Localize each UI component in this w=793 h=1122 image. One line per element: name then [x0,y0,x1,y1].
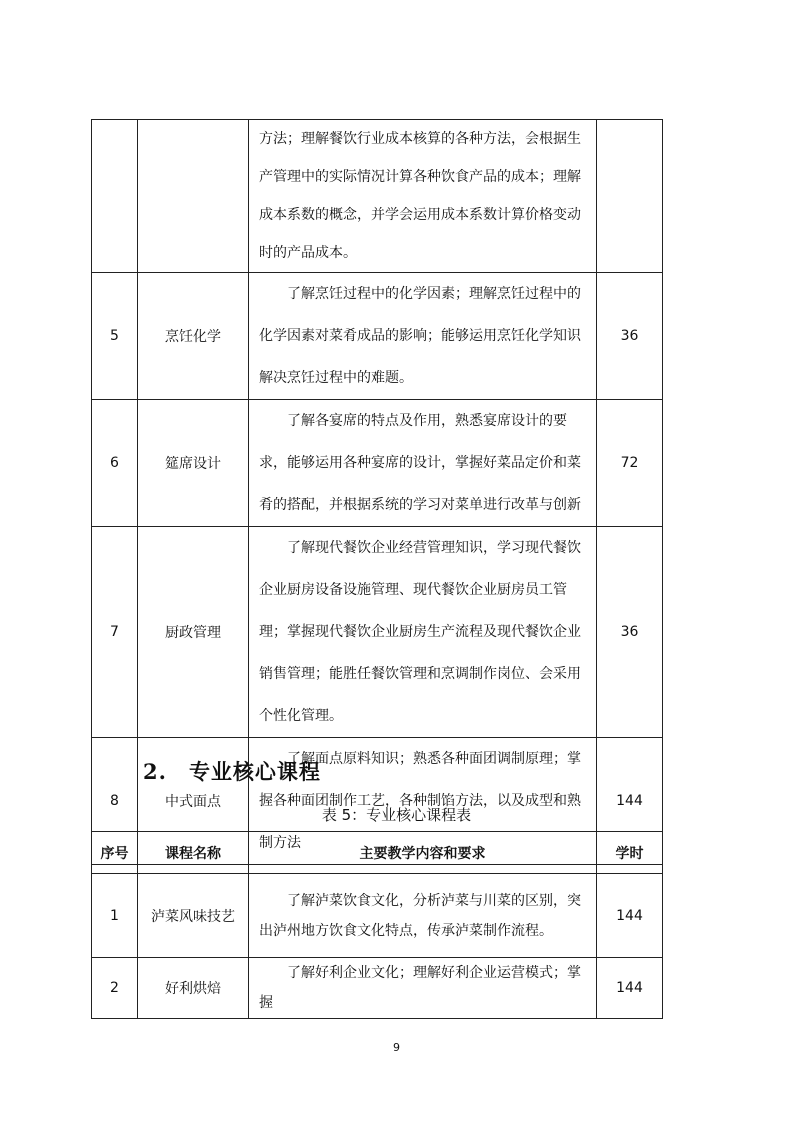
course-content [249,273,597,400]
table-header-row [92,832,663,874]
course-hours: 36 [597,273,663,400]
course-hours: 144 [597,738,663,865]
header-course: 课程名称 [138,832,249,874]
table-row [92,120,663,273]
course-name: 筵席设计 [138,400,249,527]
row-number: 7 [92,527,138,738]
page-number: 9 [393,1041,400,1054]
table-row [92,527,663,738]
row-number: 5 [92,273,138,400]
row-number: 2 [92,958,138,1019]
section-title: 专业核心课程 [188,759,321,784]
course-hours: 144 [597,874,663,958]
curriculum-table-continued [91,119,663,865]
course-name [138,120,249,273]
table-caption: 表 5：专业核心课程表 [321,806,472,824]
core-course-table [91,831,663,1019]
course-content [249,400,597,527]
table-row [92,874,663,958]
table-row [92,400,663,527]
course-hours: 144 [597,958,663,1019]
course-content-text: 了解好利企业文化；理解好利企业运营模式；掌握 [259,965,581,1011]
header-content: 主要教学内容和要求 [249,832,597,874]
course-hours [597,120,663,273]
course-content-text: 了解现代餐饮企业经营管理知识，学习现代餐饮企业厨房设备设施管理、现代餐饮企业厨房员工管理；掌握现代餐饮企业厨房生产流程及现代餐饮企业销售管理；能胜任餐饮管理和烹调制作岗位、会采用个性化管理。 [259,540,581,724]
row-number [92,120,138,273]
course-name: 好利烘焙 [138,958,249,1019]
course-content [249,120,597,273]
section-heading [143,756,321,786]
course-content [249,527,597,738]
course-content-text: 了解泸菜饮食文化，分析泸菜与川菜的区别，突出泸州地方饮食文化特点，传承泸菜制作流程。 [259,892,581,939]
header-hours: 学时 [597,832,663,874]
course-hours: 72 [597,400,663,527]
course-content-text: 了解各宴席的特点及作用，熟悉宴席设计的要求，能够运用各种宴席的设计，掌握好菜品定价和菜肴的搭配，并根据系统的学习对菜单进行改革与创新 [259,413,581,513]
table-row [92,958,663,1019]
section-number: 2. [143,759,167,784]
course-content [249,958,597,1019]
table-row [92,273,663,400]
course-name: 中式面点 [138,738,249,865]
course-name: 厨政管理 [138,527,249,738]
course-content [249,874,597,958]
row-number: 1 [92,874,138,958]
course-content-text: 了解面点原料知识；熟悉各种面团调制原理；掌握各种面团制作工艺，各种制馅方法，以及成型和熟制方法 [259,751,581,851]
course-name: 泸菜风味技艺 [138,874,249,958]
course-content-text: 了解烹饪过程中的化学因素；理解烹饪过程中的化学因素对菜肴成品的影响；能够运用烹饪化学知识解决烹饪过程中的难题。 [259,286,581,386]
course-name: 烹饪化学 [138,273,249,400]
row-number: 8 [92,738,138,865]
course-hours: 36 [597,527,663,738]
header-number: 序号 [92,832,138,874]
row-number: 6 [92,400,138,527]
course-content-text: 方法；理解餐饮行业成本核算的各种方法，会根据生产管理中的实际情况计算各种饮食产品的成本；理解成本系数的概念，并学会运用成本系数计算价格变动时的产品成本。 [259,131,581,261]
